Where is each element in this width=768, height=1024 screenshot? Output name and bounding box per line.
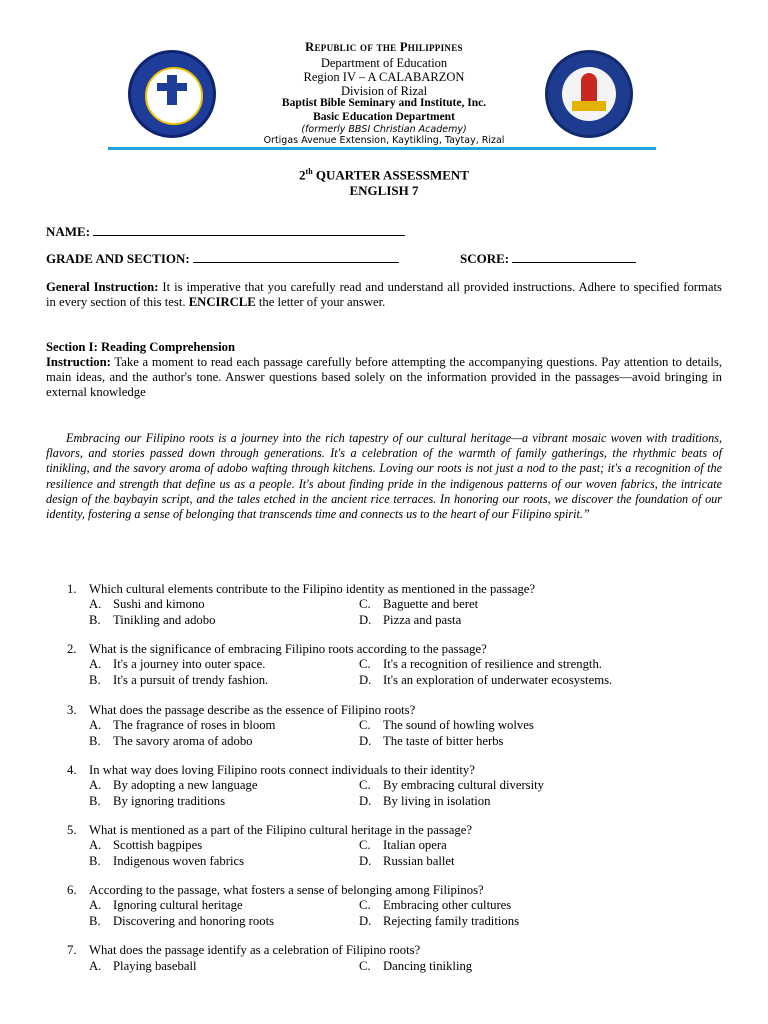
option-5d[interactable]: D. Russian ballet bbox=[359, 854, 455, 868]
header-address: Ortigas Avenue Extension, Kaytikling, Taytay, Rizal bbox=[263, 135, 505, 146]
option-3d[interactable]: D. The taste of bitter herbs bbox=[359, 734, 504, 748]
option-6d[interactable]: D. Rejecting family traditions bbox=[359, 914, 520, 928]
question-7: 7. What does the passage identify as a celebration of Filipino roots? bbox=[67, 943, 421, 957]
option-4b[interactable]: B. By ignoring traditions bbox=[89, 794, 226, 808]
header-formerly: (formerly BBSI Christian Academy) bbox=[301, 124, 467, 135]
exam-subject: ENGLISH 7 bbox=[349, 183, 419, 198]
option-2a[interactable]: A. It's a journey into outer space. bbox=[89, 657, 266, 671]
option-1a[interactable]: A. Sushi and kimono bbox=[89, 597, 205, 611]
option-4d[interactable]: D. By living in isolation bbox=[359, 794, 491, 808]
option-2d[interactable]: D. It's an exploration of underwater ecosystems. bbox=[359, 673, 613, 687]
option-5b[interactable]: B. Indigenous woven fabrics bbox=[89, 854, 245, 868]
header-division: Division of Rizal bbox=[340, 84, 428, 98]
question-1: 1. Which cultural elements contribute to the Filipino identity as mentioned in the passage? bbox=[67, 582, 536, 596]
option-6c[interactable]: C. Embracing other cultures bbox=[359, 898, 512, 912]
exam-title: 2th QUARTER ASSESSMENT bbox=[299, 167, 469, 183]
option-5a[interactable]: A. Scottish bagpipes bbox=[89, 838, 203, 852]
option-4c[interactable]: C. By embracing cultural diversity bbox=[359, 778, 545, 792]
question-4: 4. In what way does loving Filipino roots connect individuals to their identity? bbox=[67, 763, 475, 777]
option-3a[interactable]: A. The fragrance of roses in bloom bbox=[89, 718, 276, 732]
reading-passage: Embracing our Filipino roots is a journey into the rich tapestry of our cultural heritage—a vibrant mosaic woven with traditions, flavors, and stories passed down through generations. It's a celebration of the warmth of family gatherings, the rhythmic beats of tinikling, and the savory aroma of adobo wafting through kitchens. Loving our roots is not just a nod to the past; it's a recognition of the resilience and strength that define us as a people. It's about finding pride in the indigenous patterns of our woven fabrics, the intricate design of the baybayin script, and the tales etched in the ancient rice terraces. In honoring our roots, we discover the foundation of our identity, fostering a sense of belonging that transcends time and connects us to the heart of our Filipino spirit.” bbox=[46, 431, 722, 522]
header-department: Department of Education bbox=[320, 56, 448, 70]
section-instruction: Instruction: Take a moment to read each passage carefully before attempting the accompanying questions. Pay attention to details, main ideas, and the author's tone. Answer questions based solely on the information provided in the passages—avoid bringing in external knowledge bbox=[46, 355, 722, 399]
name-blank[interactable] bbox=[93, 224, 405, 236]
option-3b[interactable]: B. The savory aroma of adobo bbox=[89, 734, 253, 748]
option-6b[interactable]: B. Discovering and honoring roots bbox=[89, 914, 275, 928]
option-1d[interactable]: D. Pizza and pasta bbox=[359, 613, 462, 627]
option-5c[interactable]: C. Italian opera bbox=[359, 838, 447, 852]
score-field[interactable]: SCORE: bbox=[460, 251, 636, 267]
grade-section-blank[interactable] bbox=[193, 251, 399, 263]
option-1c[interactable]: C. Baguette and beret bbox=[359, 597, 479, 611]
option-6a[interactable]: A. Ignoring cultural heritage bbox=[89, 898, 243, 912]
header-divider bbox=[108, 147, 656, 150]
option-3c[interactable]: C. The sound of howling wolves bbox=[359, 718, 534, 732]
grade-section-field[interactable]: GRADE AND SECTION: bbox=[46, 251, 399, 267]
option-7c[interactable]: C. Dancing tinikling bbox=[359, 959, 473, 973]
header-region: Region IV – A CALABARZON bbox=[303, 70, 465, 84]
header-republic: Republic of the Philippines bbox=[305, 40, 463, 54]
name-field[interactable]: NAME: bbox=[46, 224, 405, 240]
question-2: 2. What is the significance of embracing Filipino roots according to the passage? bbox=[67, 642, 487, 656]
option-2b[interactable]: B. It's a pursuit of trendy fashion. bbox=[89, 673, 269, 687]
header-school: Baptist Bible Seminary and Institute, Inc. bbox=[281, 97, 487, 109]
option-1b[interactable]: B. Tinikling and adobo bbox=[89, 613, 216, 627]
score-blank[interactable] bbox=[512, 251, 636, 263]
question-6: 6. According to the passage, what fosters a sense of belonging among Filipinos? bbox=[67, 883, 484, 897]
header-dept: Basic Education Department bbox=[313, 111, 455, 123]
general-instruction: General Instruction: It is imperative that you carefully read and understand all provided instructions. Adhere to specified formats in every section of this test. ENCIRCLE the letter of your answer. bbox=[46, 280, 722, 309]
section-heading: Section I: Reading Comprehension bbox=[46, 340, 236, 354]
option-2c[interactable]: C. It's a recognition of resilience and strength. bbox=[359, 657, 602, 671]
option-4a[interactable]: A. By adopting a new language bbox=[89, 778, 258, 792]
option-7a[interactable]: A. Playing baseball bbox=[89, 959, 197, 973]
question-5: 5. What is mentioned as a part of the Filipino cultural heritage in the passage? bbox=[67, 823, 472, 837]
question-3: 3. What does the passage describe as the essence of Filipino roots? bbox=[67, 703, 416, 717]
